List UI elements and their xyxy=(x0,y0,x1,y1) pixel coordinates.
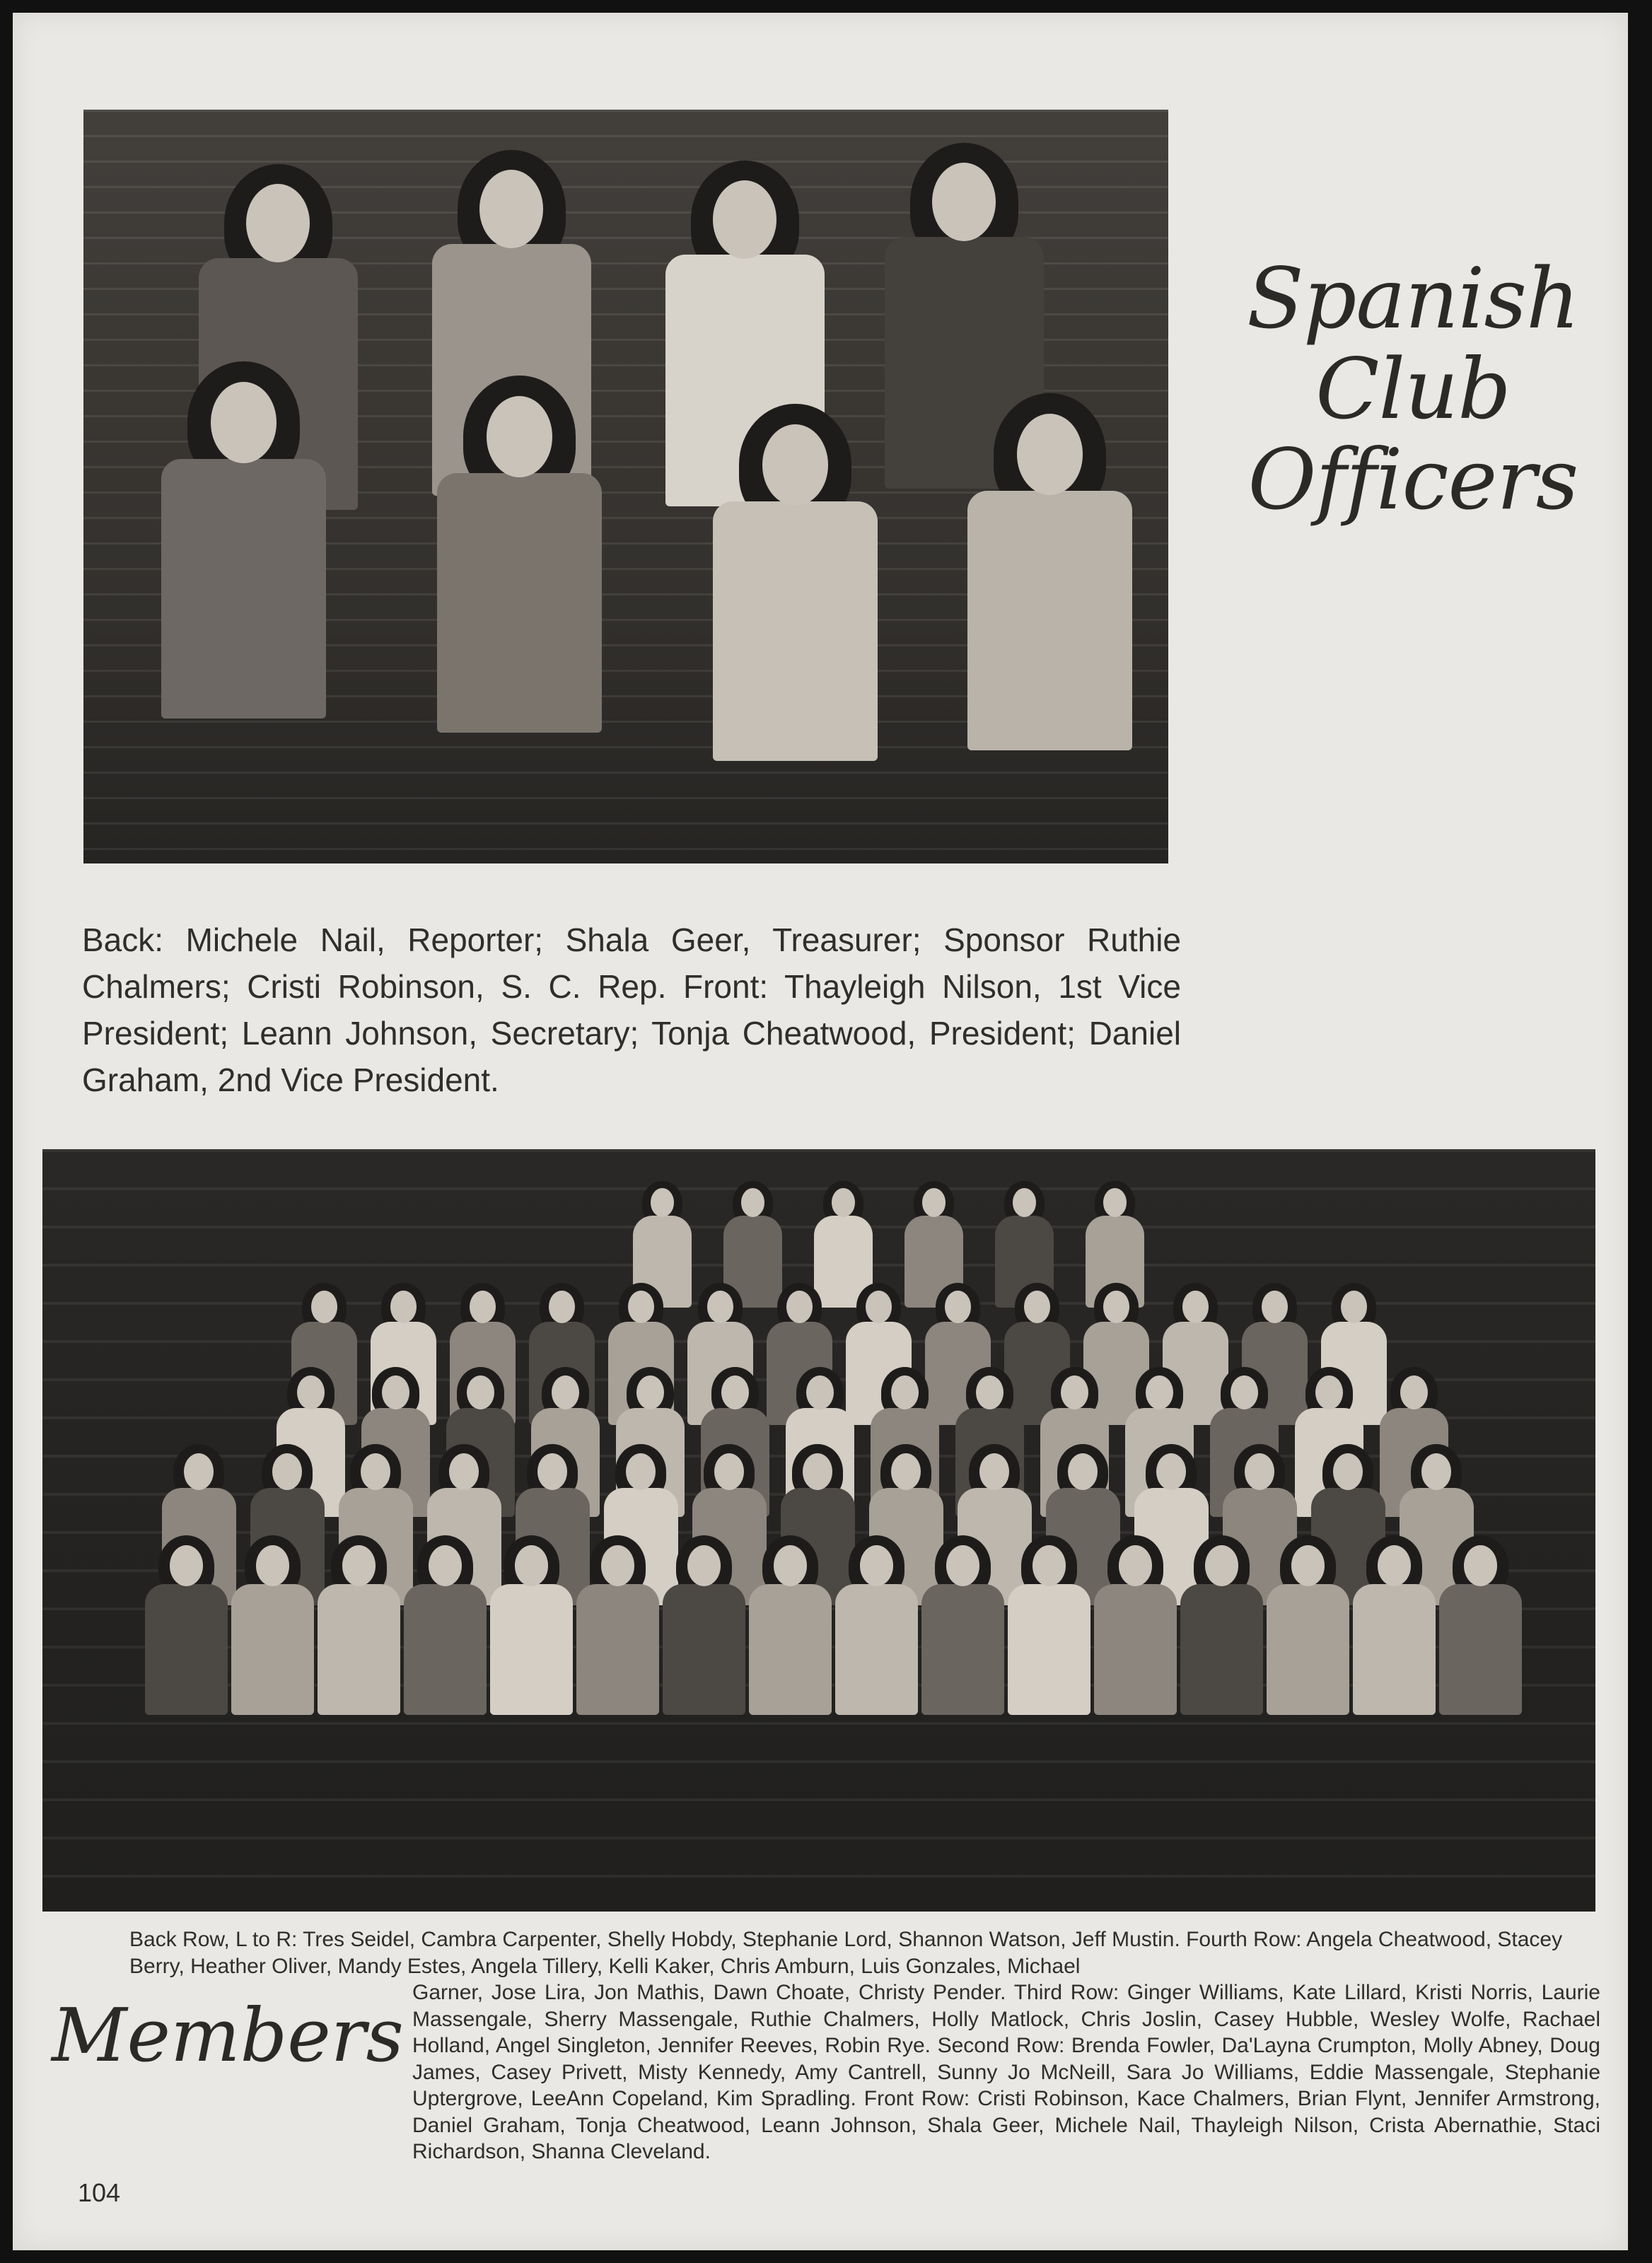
members-heading: Members xyxy=(52,1992,404,2078)
officers-heading-line-1: Spanish xyxy=(1246,250,1579,347)
officers-caption: Back: Michele Nail, Reporter; Shala Geer, Treasurer; Sponsor Ruthie Chalmers; Cristi Robinson, S. C. Rep. Front: Thayleigh Nilson, 1st Vice President; Leann Johnson, Secretary; Tonja Cheatwood, President; Daniel Graham, 2nd Vice President. xyxy=(82,921,1181,1098)
members-caption-rest: Garner, Jose Lira, Jon Mathis, Dawn Choate, Christy Pender. Third Row: Ginger Williams, Kate Lillard, Kristi Norris, Laurie Massengale, Sherry Massengale, Ruthie Chalmers, Holly Matlock, Chris Joslin, Casey Hubble, Wesley Wolfe, Rachael Holland, Angel Singleton, Jennifer Reeves, Robin Rye. Second Row: Brenda Fowler, Da'Layna Crumpton, Molly Abney, Doug James, Casey Privett, Misty Kennedy, Amy Cantrell, Sunny Jo McNeill, Sara Jo Williams, Eddie Massengale, Stephanie Uptergrove, LeeAnn Copeland, Kim Spradling. Front Row: Cristi Robinson, Kace Chalmers, Brian Flynt, Jennifer Armstrong, Daniel Graham, Tonja Cheatwood, Leann Johnson, Shala Geer, Michele Nail, Thayleigh Nilson, Crista Abernathie, Staci Richardson, Shanna Cleveland. xyxy=(412,1981,1600,2163)
officers-heading-line-3: Officers xyxy=(1247,431,1578,528)
officers-photo xyxy=(83,110,1168,863)
yearbook-page xyxy=(13,13,1628,2250)
members-caption-first: Back Row, L to R: Tres Seidel, Cambra Carpenter, Shelly Hobdy, Stephanie Lord, Shannon Watson, Jeff Mustin. Fourth Row: Angela Cheatwood, Stacey Berry, Heather Oliver, Mandy Estes, Angela Tillery, Kelli Kaker, Chris Amburn, Luis Gonzales, Michael xyxy=(129,1928,1563,1978)
page-number: 104 xyxy=(78,2178,121,2207)
officers-heading xyxy=(1215,250,1611,528)
officers-heading-line-2: Club xyxy=(1315,340,1511,438)
members-photo xyxy=(42,1149,1595,1912)
